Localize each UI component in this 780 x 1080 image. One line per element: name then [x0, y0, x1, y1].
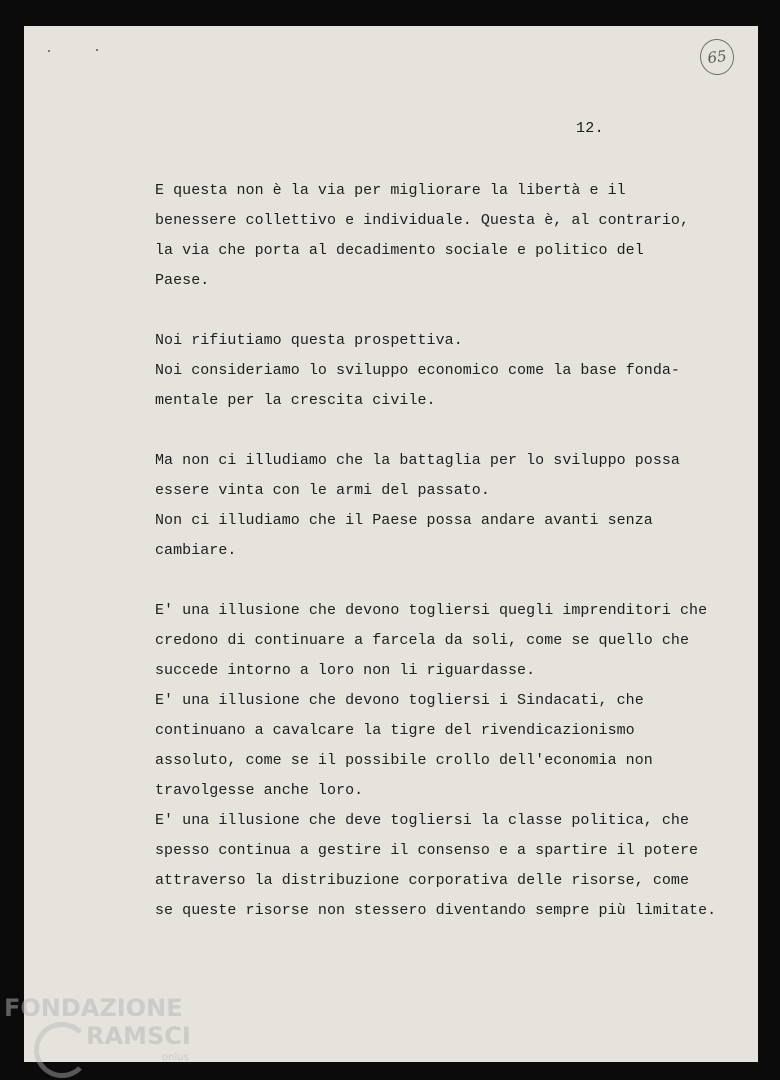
text-line: assoluto, come se il possibile crollo dell'economia non	[155, 752, 653, 769]
text-line: spesso continua a gestire il consenso e a spartire il potere	[155, 842, 699, 859]
text-line: E' una illusione che devono togliersi quegli imprenditori che	[155, 602, 708, 619]
text-line: continuano a cavalcare la tigre del rivendicazionismo	[155, 722, 635, 739]
text-line	[155, 416, 725, 446]
text-line	[155, 296, 725, 326]
text-line: E' una illusione che devono togliersi i Sindacati, che	[155, 692, 644, 709]
text-line: essere vinta con le armi del passato.	[155, 482, 490, 499]
watermark-sub: onlus	[162, 1052, 189, 1063]
text-line: travolgesse anche loro.	[155, 782, 364, 799]
text-line: E' una illusione che deve togliersi la classe politica, che	[155, 812, 690, 829]
text-line: Noi consideriamo lo sviluppo economico come la base fonda-	[155, 362, 680, 379]
speck	[96, 49, 98, 51]
text-line: Ma non ci illudiamo che la battaglia per lo sviluppo possa	[155, 452, 680, 469]
text-line	[155, 566, 725, 596]
watermark-line1: FONDAZIONE	[4, 994, 183, 1022]
text-line: benessere collettivo e individuale. Questa è, al contrario,	[155, 212, 690, 229]
watermark-line2: RAMSCI	[86, 1022, 191, 1050]
text-line: credono di continuare a farcela da soli, come se quello che	[155, 632, 690, 649]
document-body	[155, 176, 725, 926]
text-line: E questa non è la via per migliorare la libertà e il	[155, 182, 626, 199]
archive-page-mark: 65	[698, 37, 737, 77]
text-line: Non ci illudiamo che il Paese possa andare avanti senza	[155, 512, 653, 529]
text-line: attraverso la distribuzione corporativa delle risorse, come	[155, 872, 690, 889]
text-line: la via che porta al decadimento sociale e politico del	[155, 242, 644, 259]
speck	[48, 50, 50, 52]
text-line: succede intorno a loro non li riguardasse.	[155, 662, 536, 679]
text-line: Paese.	[155, 272, 210, 289]
watermark-g-icon	[34, 1022, 90, 1078]
page-number: 12.	[576, 120, 604, 137]
text-line: Noi rifiutiamo questa prospettiva.	[155, 332, 463, 349]
text-line: cambiare.	[155, 542, 237, 559]
text-line: se queste risorse non stessero diventando sempre più limitate.	[155, 902, 717, 919]
text-line: mentale per la crescita civile.	[155, 392, 436, 409]
watermark-logo	[4, 994, 204, 1078]
